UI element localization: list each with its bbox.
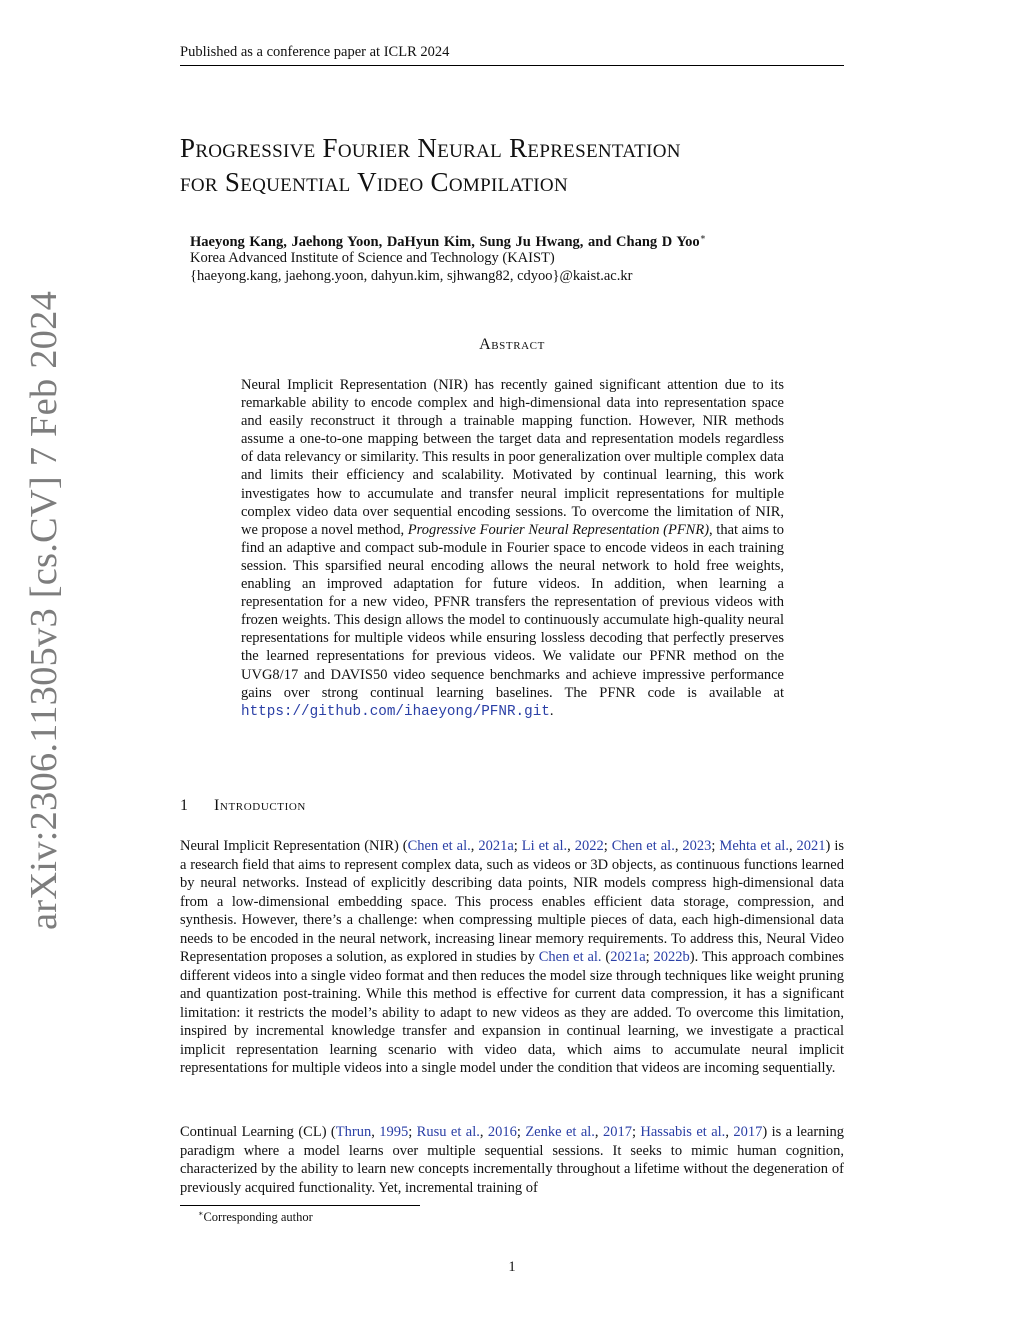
author-emails: {haeyong.kang, jaehong.yoon, dahyun.kim, sjhwang82, cdyoo}@kaist.ac.kr: [190, 268, 633, 284]
text-run: ;: [516, 1124, 526, 1140]
corresponding-marker: ∗: [699, 232, 706, 242]
citation-link[interactable]: 2021a: [610, 949, 646, 965]
text-run: ;: [631, 1124, 641, 1140]
text-run: ,: [594, 1124, 603, 1140]
abstract-end: .: [549, 702, 554, 719]
citation-link[interactable]: Chen et al.: [611, 838, 675, 854]
method-name: Progressive Fourier Neural Representation (PFNR): [407, 521, 710, 538]
author-list: [190, 232, 706, 251]
page-number: 1: [508, 1259, 516, 1275]
header-rule: [180, 65, 844, 66]
footnote-rule: [180, 1205, 420, 1206]
footnote: [198, 1209, 313, 1225]
title-line-1: Progressive Fourier Neural Representation: [180, 133, 681, 163]
text-run: (: [601, 949, 611, 965]
footnote-marker: ∗: [198, 1209, 204, 1218]
citation-link[interactable]: Li et al.: [521, 838, 568, 854]
footnote-text: Corresponding author: [203, 1210, 313, 1225]
citation-link[interactable]: Thrun: [335, 1124, 372, 1140]
abstract-text-b: , that aims to find an adaptive and compact sub-module in Fourier space to encode videos in each training session. This sparsified neural encoding allows the neural network to hold free weights, enabling an improved adaptation for future videos. In addition, when learning a representation for a new video, PFNR transfers the representation of previous videos with frozen weights. This design allows the model to continuously accumulate high-quality neural representations for multiple videos while ensuring lossless decoding that perfectly preserves the learned representations for previous videos. We validate our PFNR method on the UVG8/17 and DAVIS50 video sequence benchmarks and achieve impressive performance gains over strong continual learning baselines. The PFNR code is available at: [241, 521, 784, 701]
citation-link[interactable]: 1995: [379, 1124, 409, 1140]
citation-link[interactable]: 2021: [796, 838, 826, 854]
abstract-body: [241, 376, 784, 721]
text-run: ;: [408, 1124, 417, 1140]
citation-link[interactable]: 2017: [733, 1124, 763, 1140]
intro-paragraph-1: [180, 837, 844, 1078]
section-title: Introduction: [214, 797, 306, 814]
text-run: ;: [603, 838, 612, 854]
text-run: ,: [674, 838, 683, 854]
citation-link[interactable]: Hassabis et al.: [640, 1124, 726, 1140]
section-heading: [180, 797, 306, 815]
abstract-text-a: Neural Implicit Representation (NIR) has recently gained significant attention due to its remarkable ability to encode complex and high-dimensional data into representation space and easily reconstruct it through a trainable mapping function. However, NIR methods assume a one-to-one mapping between the target data and representation models regardless of data relevancy or similarity. This results in poor generalization over multiple complex data and limits their efficiency and scalability. Motivated by continual learning, this work investigates how to accumulate and transfer neural implicit representations for multiple complex video data over sequential encoding sessions. To overcome the limitation of NIR, we propose a novel method,: [241, 377, 784, 538]
citation-link[interactable]: Chen et al.: [538, 949, 602, 965]
text-run: ) is a research field that aims to represent complex data, such as videos or 3D objects, as continuous functions learned by neural networks. Instead of explicitly describing data points, NIR models compress high-dimensional data from a low-dimensional embedding space. This process enables efficient data storage, compression, and synthesis. However, there’s a challenge: when compressing multiple pieces of data, each high-dimensional data needs to be encoded in the neural network, increasing linear memory requirements. To address this, Neural Video Representation proposes a solution, as explored in studies by: [180, 838, 845, 965]
author-names: Haeyong Kang, Jaehong Yoon, DaHyun Kim, Sung Ju Hwang, and Chang D Yoo: [190, 233, 700, 250]
citation-link[interactable]: 2022: [574, 838, 604, 854]
text-run: ;: [513, 838, 522, 854]
citation-link[interactable]: Mehta et al.: [719, 838, 789, 854]
text-run: ). This approach combines different videos into a single video format and then reduces the model size through techniques like weight pruning and quantization post-training. While this method is effective for current data compression, it has a significant limitation: it restricts the model’s ability to adapt to new videos as they are added. To overcome this limitation, inspired by incremental knowledge transfer and expansion in continual learning, we investigate a practical implicit representation learning scenario with video data, which aims to accumulate neural implicit representations for multiple videos into a single model under the condition that videos are incoming sequentially.: [180, 949, 844, 1076]
text-run: Continual Learning (CL) (: [180, 1124, 336, 1140]
text-run: ,: [567, 838, 575, 854]
citation-link[interactable]: 2016: [487, 1124, 517, 1140]
text-run: ) is a learning paradigm where a model learns over multiple sequential sessions. It seeks to mimic human cognition, characterized by the ability to learn new concepts incrementally throughout a lifetime without the degeneration of previously acquired functionality. Yet, incremental training of: [180, 1124, 845, 1196]
title-line-2: for Sequential Video Compilation: [180, 167, 568, 197]
running-header: Published as a conference paper at ICLR 2024: [180, 44, 450, 60]
citation-link[interactable]: 2023: [682, 838, 712, 854]
text-run: ;: [711, 838, 720, 854]
text-run: ,: [479, 1124, 488, 1140]
code-link[interactable]: https://github.com/ihaeyong/PFNR.git: [241, 703, 550, 720]
intro-paragraph-2: [180, 1123, 844, 1197]
abstract-heading: Abstract: [479, 336, 545, 353]
text-run: ,: [725, 1124, 734, 1140]
text-run: ,: [470, 838, 479, 854]
citation-link[interactable]: 2022b: [653, 949, 690, 965]
affiliation: Korea Advanced Institute of Science and Technology (KAIST): [190, 250, 555, 266]
paper-title: [180, 131, 880, 199]
text-run: ,: [788, 838, 797, 854]
text-run: ,: [371, 1124, 380, 1140]
text-run: ;: [645, 949, 654, 965]
citation-link[interactable]: Rusu et al.: [416, 1124, 480, 1140]
section-number: 1: [180, 797, 188, 814]
citation-link[interactable]: 2017: [602, 1124, 632, 1140]
citation-link[interactable]: 2021a: [478, 838, 514, 854]
text-run: Neural Implicit Representation (NIR) (: [180, 838, 408, 854]
arxiv-stamp: arXiv:2306.11305v3 [cs.CV] 7 Feb 2024: [23, 290, 65, 930]
citation-link[interactable]: Chen et al.: [407, 838, 471, 854]
citation-link[interactable]: Zenke et al.: [525, 1124, 595, 1140]
